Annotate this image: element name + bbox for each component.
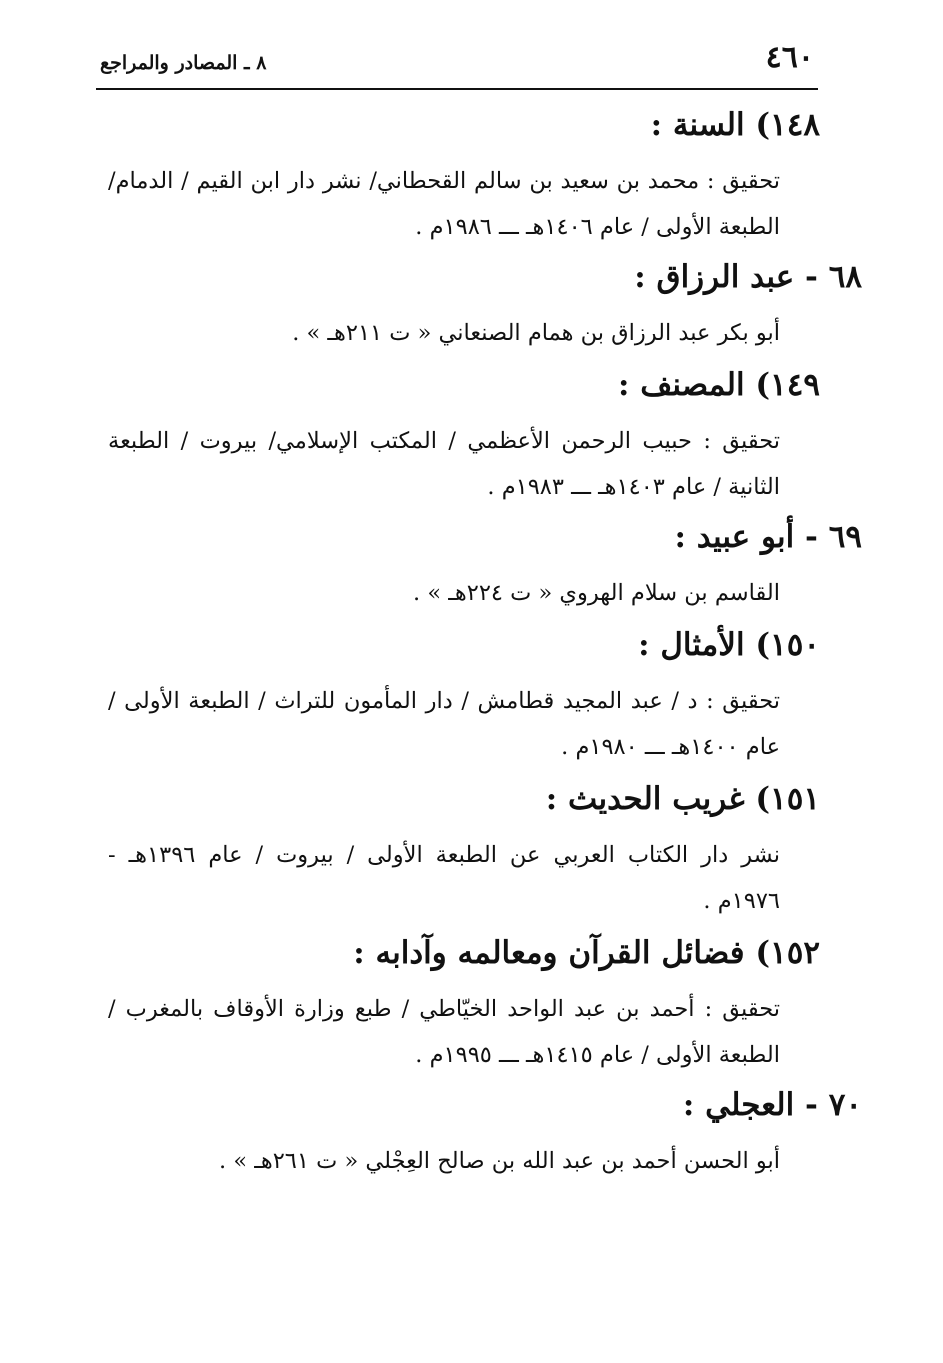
author-entry [108, 514, 862, 616]
book-title: ١٥١) غريب الحديث : [545, 781, 820, 817]
entry-line: أبو الحسن أحمد بن عبد الله بن صالح العِجْلي « ت ٢٦١هـ » . [219, 1148, 780, 1174]
references-list [108, 96, 862, 1184]
book-entry [108, 102, 820, 250]
book-title: ١٤٨) السنة : [650, 107, 820, 143]
entry-line: تحقيق : د / عبد المجيد قطامش / دار المأمون للتراث / الطبعة الأولى / [108, 688, 780, 714]
entry-line: نشر دار الكتاب العربي عن الطبعة الأولى / بيروت / عام ١٣٩٦هـ - [108, 842, 781, 868]
book-entry [108, 362, 820, 510]
entry-line: الطبعة الأولى / عام ١٤١٥هـ ـــ ١٩٩٥م . [415, 1042, 780, 1068]
entry-line: تحقيق : أحمد بن عبد الواحد الخيّاطي / طبع وزارة الأوقاف بالمغرب / [108, 996, 780, 1022]
entry-line: عام ١٤٠٠هـ ـــ ١٩٨٠م . [561, 734, 780, 760]
book-entry [108, 776, 820, 924]
entry-line: الثانية / عام ١٤٠٣هـ ـــ ١٩٨٣م . [487, 474, 780, 500]
entry-line: أبو بكر عبد الرزاق بن همام الصنعاني « ت ٢١١هـ » . [292, 320, 780, 346]
running-title: ٨ ـ المصادر والمراجع [100, 52, 267, 74]
book-title: ١٤٩) المصنف : [618, 367, 820, 403]
author-entry [108, 254, 862, 356]
page-header [96, 28, 818, 90]
author-heading: ٧٠ - العجلي : [682, 1087, 862, 1123]
book-entry [108, 622, 820, 770]
book-title: ١٥٠) الأمثال : [638, 627, 820, 663]
entry-line: الطبعة الأولى / عام ١٤٠٦هـ ـــ ١٩٨٦م . [415, 214, 780, 240]
entry-line: تحقيق : حبيب الرحمن الأعظمي / المكتب الإسلامي/ بيروت / الطبعة [108, 428, 780, 454]
entry-line: ١٩٧٦م . [703, 888, 780, 914]
author-entry [108, 1082, 862, 1184]
entry-line: تحقيق : محمد بن سعيد بن سالم القحطاني/ نشر دار ابن القيم / الدمام/ [108, 168, 780, 194]
book-title: ١٥٢) فضائل القرآن ومعالمه وآدابه : [353, 935, 820, 971]
author-heading: ٦٩ - أبو عبيد : [674, 519, 862, 555]
book-entry [108, 930, 820, 1078]
author-heading: ٦٨ - عبد الرزاق : [634, 259, 862, 295]
page-number: ٤٦٠ [765, 40, 814, 75]
entry-line: القاسم بن سلام الهروي « ت ٢٢٤هـ » . [413, 580, 780, 606]
